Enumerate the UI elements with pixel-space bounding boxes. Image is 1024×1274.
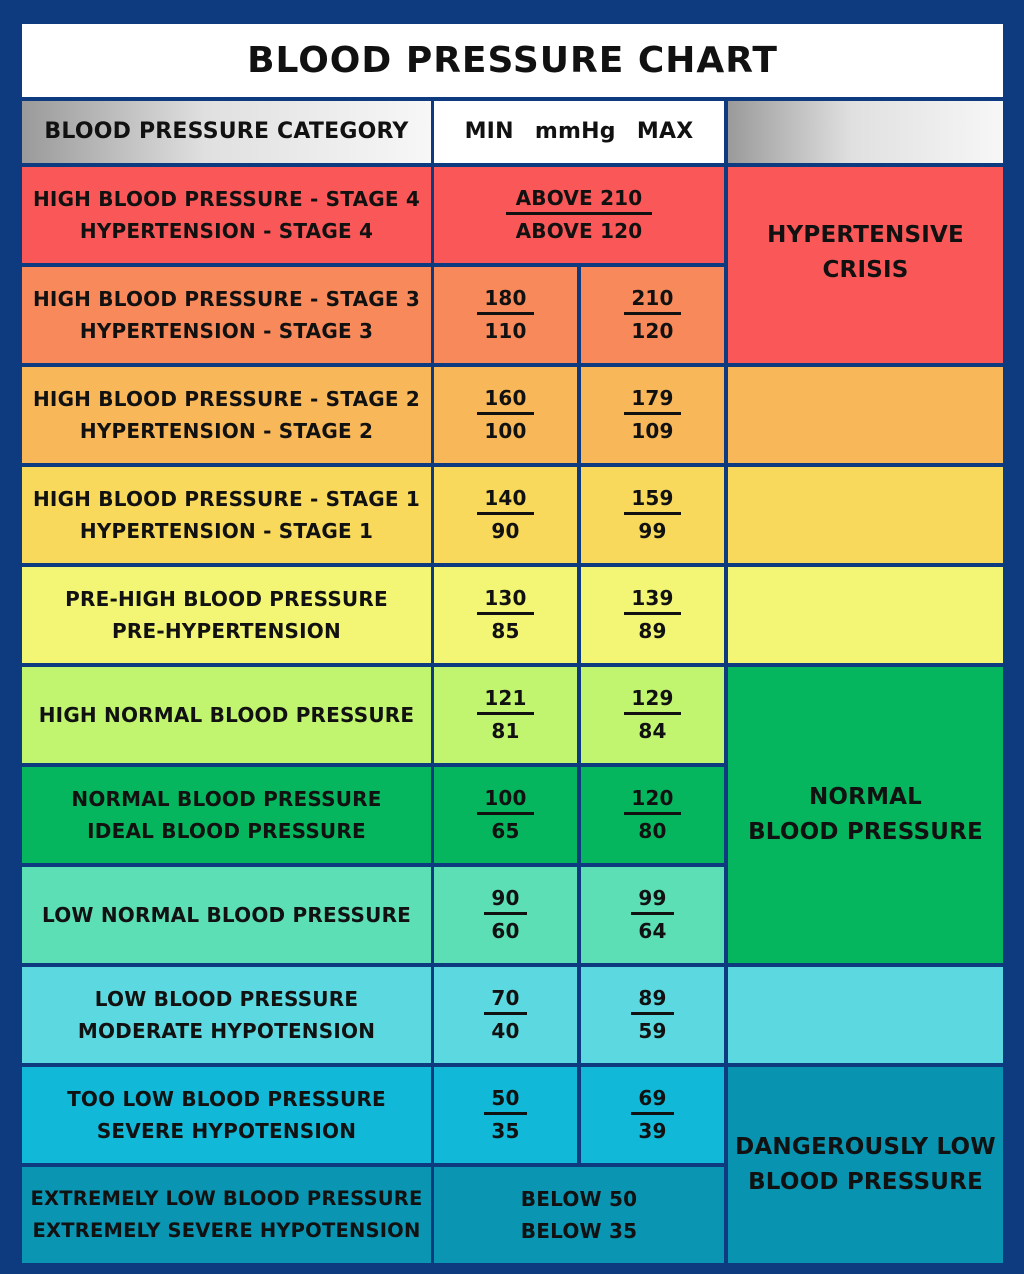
category-line2: HYPERTENSION - STAGE 3 [79, 319, 374, 343]
row-too-low-max [581, 1067, 724, 1163]
chart-title: BLOOD PRESSURE CHART [22, 24, 1003, 97]
row-stage1-min [434, 467, 577, 563]
max-systolic: 129 [624, 684, 680, 715]
category-line1: TOO LOW BLOOD PRESSURE [67, 1087, 386, 1111]
min-systolic: 180 [477, 284, 533, 315]
group-dangerously-low [728, 1067, 1003, 1263]
row-stage3-max [581, 267, 724, 363]
row-normal-min [434, 767, 577, 863]
max-diastolic: 99 [638, 518, 667, 543]
row-stage2-min [434, 367, 577, 463]
category-line1: LOW BLOOD PRESSURE [94, 987, 359, 1011]
category-line1: PRE-HIGH BLOOD PRESSURE [65, 587, 388, 611]
group-pre-blank [728, 567, 1003, 663]
group-line2: BLOOD PRESSURE [748, 1169, 983, 1195]
category-line1: EXTREMELY LOW BLOOD PRESSURE [30, 1187, 423, 1210]
row-stage3-min [434, 267, 577, 363]
max-diastolic: 109 [631, 418, 674, 443]
row-stage2-max [581, 367, 724, 463]
min-systolic: 130 [477, 584, 533, 615]
category-line1: HIGH BLOOD PRESSURE - STAGE 3 [32, 287, 421, 311]
min-diastolic: 65 [491, 818, 520, 843]
min-diastolic: 110 [484, 318, 527, 343]
category-line2: HYPERTENSION - STAGE 4 [79, 219, 374, 243]
row-extremely-low-range [434, 1167, 724, 1263]
row-stage3-category [22, 267, 431, 363]
row-low-category [22, 967, 431, 1063]
max-systolic: 179 [624, 384, 680, 415]
min-diastolic: 60 [491, 918, 520, 943]
group-line1: HYPERTENSIVE [767, 222, 964, 248]
category-line2: MODERATE HYPOTENSION [77, 1019, 376, 1043]
row-too-low-category [22, 1067, 431, 1163]
min-diastolic: 35 [491, 1118, 520, 1143]
row-stage2-category [22, 367, 431, 463]
group-line1: NORMAL [808, 784, 923, 810]
range-bottom: ABOVE 120 [515, 218, 643, 243]
range-fraction [506, 184, 653, 247]
header-unit: mmHg [534, 119, 616, 144]
row-prehypertension-min [434, 567, 577, 663]
row-low-normal-min [434, 867, 577, 963]
min-diastolic: 81 [491, 718, 520, 743]
min-systolic: 121 [477, 684, 533, 715]
header-category: BLOOD PRESSURE CATEGORY [22, 101, 431, 163]
category-line1: NORMAL BLOOD PRESSURE [71, 787, 382, 811]
min-diastolic: 40 [491, 1018, 520, 1043]
min-diastolic: 90 [491, 518, 520, 543]
row-prehypertension-category [22, 567, 431, 663]
group-line2: CRISIS [822, 257, 909, 283]
range-top: BELOW 50 [520, 1187, 638, 1211]
min-systolic: 140 [477, 484, 533, 515]
header-max: MAX [636, 119, 694, 144]
category-line2: PRE-HYPERTENSION [112, 619, 341, 643]
min-systolic: 90 [484, 884, 526, 915]
min-systolic: 160 [477, 384, 533, 415]
header-blank [728, 101, 1003, 163]
max-systolic: 210 [624, 284, 680, 315]
category-line1: HIGH BLOOD PRESSURE - STAGE 4 [32, 187, 421, 211]
row-stage4-category [22, 167, 431, 263]
category-line2: HYPERTENSION - STAGE 1 [79, 519, 374, 543]
max-systolic: 120 [624, 784, 680, 815]
max-systolic: 139 [624, 584, 680, 615]
category-line2: EXTREMELY SEVERE HYPOTENSION [32, 1219, 421, 1242]
max-diastolic: 39 [638, 1118, 667, 1143]
header-min: MIN [464, 119, 514, 144]
range-bottom: BELOW 35 [520, 1219, 638, 1243]
group-stage2-blank [728, 367, 1003, 463]
group-normal-blood-pressure [728, 667, 1003, 963]
min-diastolic: 100 [484, 418, 527, 443]
group-hypertensive-crisis [728, 167, 1003, 363]
max-systolic: 89 [631, 984, 673, 1015]
category-line1: LOW NORMAL BLOOD PRESSURE [41, 903, 412, 927]
max-diastolic: 89 [638, 618, 667, 643]
max-systolic: 99 [631, 884, 673, 915]
group-line2: BLOOD PRESSURE [748, 819, 983, 845]
max-diastolic: 59 [638, 1018, 667, 1043]
group-stage1-blank [728, 467, 1003, 563]
category-line1: HIGH NORMAL BLOOD PRESSURE [38, 703, 415, 727]
row-too-low-min [434, 1067, 577, 1163]
max-diastolic: 80 [638, 818, 667, 843]
row-stage4-range [434, 167, 724, 263]
max-diastolic: 64 [638, 918, 667, 943]
row-high-normal-max [581, 667, 724, 763]
category-line2: SEVERE HYPOTENSION [96, 1119, 357, 1143]
category-line1: HIGH BLOOD PRESSURE - STAGE 2 [32, 387, 421, 411]
category-line2: IDEAL BLOOD PRESSURE [87, 819, 366, 843]
header-min-max [434, 101, 724, 163]
row-prehypertension-max [581, 567, 724, 663]
category-line2: HYPERTENSION - STAGE 2 [79, 419, 374, 443]
row-extremely-low-category [22, 1167, 431, 1263]
min-systolic: 100 [477, 784, 533, 815]
min-diastolic: 85 [491, 618, 520, 643]
row-low-normal-category [22, 867, 431, 963]
max-diastolic: 120 [631, 318, 674, 343]
range-top: ABOVE 210 [506, 184, 653, 215]
row-high-normal-category [22, 667, 431, 763]
max-systolic: 159 [624, 484, 680, 515]
row-low-min [434, 967, 577, 1063]
row-low-normal-max [581, 867, 724, 963]
row-normal-category [22, 767, 431, 863]
row-stage1-category [22, 467, 431, 563]
row-low-max [581, 967, 724, 1063]
min-systolic: 70 [484, 984, 526, 1015]
group-line1: DANGEROUSLY LOW [735, 1134, 996, 1160]
max-diastolic: 84 [638, 718, 667, 743]
row-normal-max [581, 767, 724, 863]
max-systolic: 69 [631, 1084, 673, 1115]
row-high-normal-min [434, 667, 577, 763]
row-stage1-max [581, 467, 724, 563]
min-systolic: 50 [484, 1084, 526, 1115]
category-line1: HIGH BLOOD PRESSURE - STAGE 1 [32, 487, 421, 511]
group-low-blank [728, 967, 1003, 1063]
